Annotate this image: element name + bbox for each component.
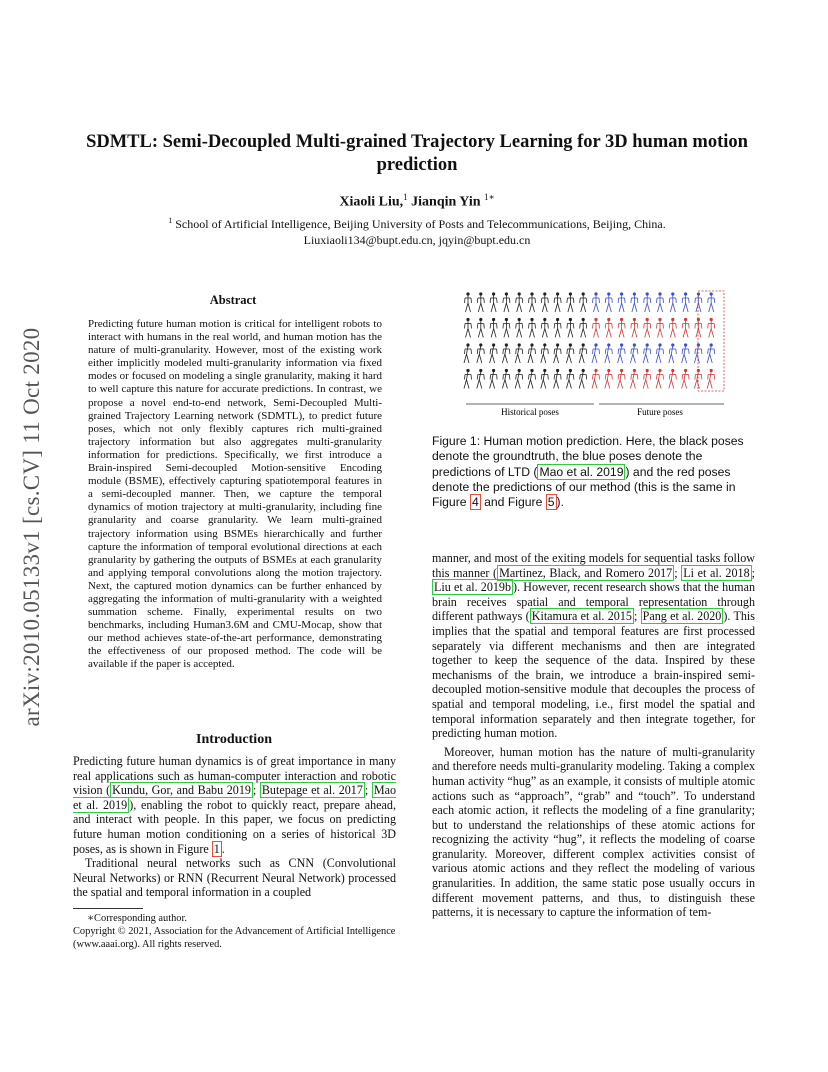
text-run: and Figure — [480, 495, 546, 510]
pose-figure — [528, 369, 536, 388]
pose-figure — [528, 344, 536, 363]
abstract-body: Predicting future human motion is critical for intelligent robots to interact with humans in the real world, and human motion has the nature of multi-granularity. However, most of the existing work either implicitly modeled multi-granularity information via fixed modes or focused on modeling a single granularity, making it hard to well capture this nature for accurate predictions. In contrast, we propose a novel end-to-end network, Semi-Decoupled Multi-grained Trajectory Learning network (SDMTL), to predict future poses, which not only flexibly captures rich multi-grained trajectory information but also aggregates multi-granularity information for predictions. Specifically, we first introduce a Brain-inspired Semi-decoupled Motion-sensitive Encoding module (BSME), effectively capturing spatiotemporal features in a semi-decoupled manner. Then, we capture the temporal dynamics of motion trajectory at multi-granularity, including fine granularity and coarse granularity. We learn multi-grained trajectory information using BSMEs hierarchically and further capture the information of temporal evolutional directions at each granularity by gathering the outputs of BSMEs at each granularity and applying temporal convolutions along the motion trajectory. Next, the captured motion dynamics can be further enhanced by aggregating the information of multi-granularity with a weighted summation scheme. Finally, experimental results on two benchmarks, including Human3.6M and CMU-Mocap, show that our method achieves state-of-the-art performance, demonstrating the effectiveness of our proposed method. The code will be available if the paper is accepted. — [88, 318, 382, 671]
pose-figure — [695, 293, 702, 312]
author-2-affil: 1∗ — [484, 192, 495, 202]
pose-figure — [630, 369, 638, 388]
pose-figure — [541, 344, 549, 363]
text-run: ; — [751, 565, 755, 580]
pose-figure — [516, 293, 523, 312]
pose-figure — [490, 369, 498, 388]
pose-figure — [593, 293, 600, 312]
pose-figure — [566, 344, 574, 363]
affil-institution: School of Artificial Intelligence, Beijing University of Posts and Telecommunications, Beijing, China. — [175, 217, 666, 231]
pose-figure — [554, 344, 562, 363]
pose-figure — [490, 318, 497, 337]
pose-figure — [644, 318, 651, 337]
citation-link[interactable]: Pang et al. 2020 — [642, 609, 722, 624]
pose-figure — [618, 318, 625, 337]
pose-figure — [708, 318, 715, 337]
figure-ref-link[interactable]: 4 — [471, 495, 479, 510]
pose-figure — [605, 344, 613, 363]
pose-figure — [529, 318, 536, 337]
author-1-affil: 1 — [403, 192, 408, 202]
affiliation — [80, 213, 754, 248]
author-list — [80, 192, 754, 211]
affil-emails: Liuxiaoli134@bupt.edu.cn, jqyin@bupt.edu.cn — [303, 233, 531, 247]
figure-ref-link[interactable]: 1 — [213, 841, 220, 856]
pose-figure — [605, 318, 612, 337]
footnote-rule — [73, 908, 143, 909]
pose-figure — [554, 293, 561, 312]
pose-figure — [630, 344, 638, 363]
pose-figure — [567, 318, 574, 337]
pose-figure — [605, 293, 612, 312]
pose-figure — [682, 293, 689, 312]
pose-figure — [464, 344, 472, 363]
intro-paragraph-1 — [73, 754, 396, 856]
citation-link[interactable]: Mao et al. 2019 — [73, 783, 397, 812]
pose-figure — [566, 369, 574, 388]
right-paragraph-1 — [432, 551, 755, 741]
pose-figure — [580, 318, 587, 337]
pose-figure — [464, 369, 472, 388]
footnote-copyright: Copyright © 2021, Association for the Advancement of Artificial Intelligence (www.aaai.org). All rights reserved. — [73, 926, 396, 950]
pose-figure — [694, 369, 702, 388]
text-run: ; — [252, 783, 260, 798]
pose-figure — [541, 318, 548, 337]
pose-figure — [477, 293, 484, 312]
figure-ref-link[interactable]: 5 — [547, 495, 555, 510]
text-run: ; — [633, 609, 641, 624]
pose-figure — [465, 293, 472, 312]
footnote — [73, 912, 403, 951]
future-label: Future poses — [637, 407, 683, 417]
right-paragraph-2: Moreover, human motion has the nature of multi-granularity and therefore needs multi-granularity modeling. Taking a complex human activity “hug” as an example, it consists of multiple atomic actions such as “approach”, “grab” and “touch”. To understand each atomic action, it reflects the modeling of a fine granularity; but to understand the relationships of these atomic actions for recognizing the activity “hug”, it reflects the modeling of coarse granularity. Moreover, different complex activities consist of various atomic actions and they reflect the modeling of various granularities. In addition, the same static pose usually occurs in different movement patterns, and thus, to distinguish these patterns, it is necessary to capture the information of tem- — [432, 744, 755, 920]
pose-figure — [592, 369, 600, 388]
pose-figure — [502, 344, 510, 363]
pose-figure — [618, 293, 625, 312]
arxiv-sidebar — [12, 292, 52, 762]
pose-figure — [592, 344, 600, 363]
paper-title: SDMTL: Semi-Decoupled Multi-grained Trajectory Learning for 3D human motion prediction — [86, 132, 748, 175]
pose-figure — [669, 344, 677, 363]
pose-grid — [464, 293, 715, 389]
pose-figure — [669, 293, 676, 312]
pose-figure — [605, 369, 613, 388]
pose-figure — [477, 369, 485, 388]
intro-paragraph-2: Traditional neural networks such as CNN (Convolutional Neural Networks) or RNN (Recurrent Neural Network) processed the spatial and temporal information in a coupled — [73, 856, 396, 900]
pose-figure — [503, 318, 510, 337]
pose-figure — [477, 318, 484, 337]
pose-figure — [682, 344, 690, 363]
pose-figure — [515, 369, 523, 388]
pose-figure — [490, 344, 498, 363]
pose-figure — [515, 344, 523, 363]
pose-figure — [707, 369, 715, 388]
pose-figure — [618, 344, 626, 363]
pose-figure — [657, 293, 664, 312]
pose-figure — [708, 293, 715, 312]
pose-figure — [707, 344, 715, 363]
citation-link[interactable]: Mao et al. 2019 — [539, 464, 624, 479]
citation-link[interactable]: Martinez, Black, and Romero 2017 — [499, 565, 673, 580]
pose-figure — [631, 318, 638, 337]
citation-link[interactable]: Kundu, Gor, and Babu 2019 — [112, 783, 251, 798]
pose-figure — [579, 369, 587, 388]
pose-figure — [541, 293, 548, 312]
pose-figure — [644, 293, 651, 312]
text-run: ; — [364, 783, 372, 798]
text-run: ), enabling the robot to quickly react, prepare ahead, and interact with people. In this paper, we focus on predicting future human motion conditioning on a series of historical 3D poses, as is shown in Figure — [73, 797, 396, 856]
text-run: Figure 1: Human motion prediction. Here, the black poses denote the groundtruth, the blue poses denote the predictions of LTD ( — [432, 434, 744, 479]
affil-marker: 1 — [168, 216, 173, 225]
pose-figure — [656, 344, 664, 363]
pose-figure — [554, 318, 561, 337]
pose-figure — [631, 293, 638, 312]
right-column-body — [432, 551, 755, 920]
pose-figure — [490, 293, 497, 312]
author-1: Xiaoli Liu, — [339, 194, 404, 210]
pose-figure — [695, 318, 702, 337]
pose-figure — [554, 369, 562, 388]
figure-1-poses — [462, 289, 728, 424]
pose-figure — [643, 369, 651, 388]
text-run: . — [221, 841, 225, 856]
pose-figure — [502, 369, 510, 388]
text-run: ). However, recent research shows that the human brain receives spatial and temporal representation through different pathways ( — [432, 580, 755, 624]
citation-link[interactable]: Liu et al. 2019b — [434, 580, 512, 595]
text-run: ; — [674, 565, 682, 580]
pose-figure — [529, 293, 536, 312]
pose-figure — [580, 293, 587, 312]
pose-figure — [656, 369, 664, 388]
author-2: Jianqin Yin — [411, 194, 481, 210]
pose-figure — [643, 344, 651, 363]
text-run: Predicting future human dynamics is of great importance in many real applications such as human-computer interaction and robotic vision ( — [73, 754, 396, 798]
pose-figure — [657, 318, 664, 337]
pose-figure — [669, 318, 676, 337]
citation-link[interactable]: Butepage et al. 2017 — [261, 783, 363, 798]
abstract-heading: Abstract — [209, 293, 257, 307]
text-run: ). This implies that the spatial and temporal features are first processed separately via different mechanisms and then are integrated together to keep the sequence of the data. Inspired by these mechanisms of the brain, we introduce a brain-inspired semi-decoupled motion-sensitive module that decouples the process of spatial and temporal modeling, i.e., first model the spatial and temporal information separately and then integrate together, for predicting human motion. — [432, 609, 755, 741]
text-run: ). — [556, 495, 564, 510]
pose-figure — [618, 369, 626, 388]
pose-figure — [503, 293, 510, 312]
citation-link[interactable]: Li et al. 2018 — [683, 565, 750, 580]
pose-figure — [593, 318, 600, 337]
historical-label: Historical poses — [501, 407, 559, 417]
arxiv-identifier: arXiv:2010.05133v1 [cs.CV] 11 Oct 2020 — [19, 327, 44, 727]
pose-figure — [682, 369, 690, 388]
text-run: ) and the red poses denote the predictions of our method (this is the same in Figure — [432, 464, 736, 510]
intro-heading: Introduction — [196, 732, 272, 747]
intro-body — [73, 754, 396, 900]
footnote-corresponding: ∗Corresponding author. — [87, 913, 187, 924]
pose-figure — [567, 293, 574, 312]
citation-link[interactable]: Kitamura et al. 2015 — [531, 609, 632, 624]
pose-figure — [516, 318, 523, 337]
pose-figure — [541, 369, 549, 388]
pose-figure — [682, 318, 689, 337]
figure-1-caption — [432, 434, 758, 510]
text-run: manner, and most of the exiting models for sequential tasks follow this manner ( — [432, 551, 755, 580]
pose-figure — [477, 344, 485, 363]
pose-figure — [465, 318, 472, 337]
pose-figure — [669, 369, 677, 388]
pose-figure — [579, 344, 587, 363]
